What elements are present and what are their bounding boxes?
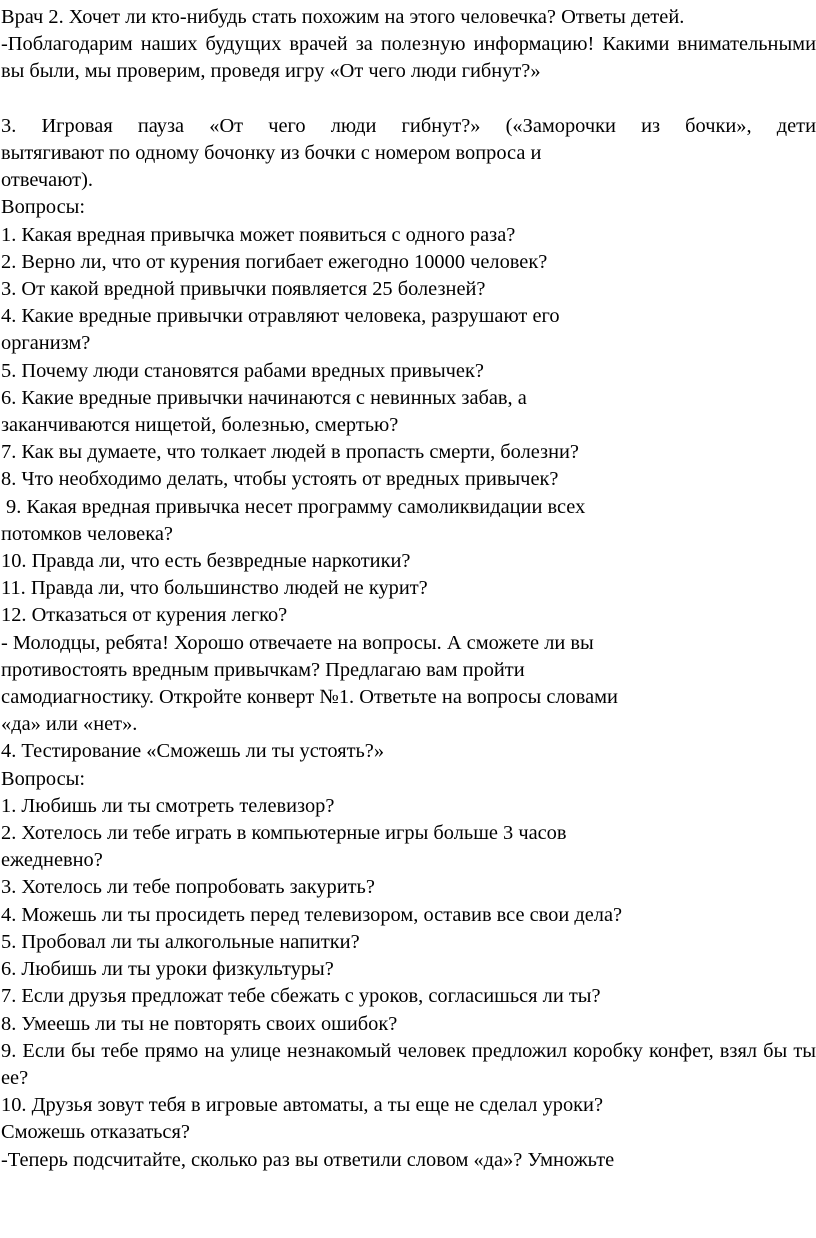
closing-line: противостоять вредным привычкам? Предлагаю вам пройти [1, 658, 525, 681]
test-question-line: ежедневно? [1, 849, 103, 872]
question-line: 2. Верно ли, что от курения погибает ежегодно 10000 человек? [1, 250, 548, 273]
test-question-line: 5. Пробовал ли ты алкогольные напитки? [1, 930, 360, 953]
section-3-questions-label: Вопросы: [1, 196, 86, 219]
section-3-heading-line: вытягивают по одному бочонку из бочки с номером вопроса и [1, 142, 542, 164]
test-question-line: 6. Любишь ли ты уроки физкультуры? [1, 958, 334, 981]
test-question-line: 2. Хотелось ли тебе играть в компьютерные игры больше 3 часов [1, 822, 567, 845]
section-4-questions-label: Вопросы: [1, 767, 86, 790]
test-question-line: 7. Если друзья предложат тебе сбежать с уроков, согласишься ли ты? [1, 985, 601, 1008]
closing-line: «да» или «нет». [1, 713, 138, 736]
question-line: заканчиваются нищетой, болезнью, смертью? [1, 414, 399, 437]
section-4-heading: 4. Тестирование «Сможешь ли ты устоять?» [1, 740, 385, 763]
test-question-line: 1. Любишь ли ты смотреть телевизор? [1, 794, 335, 817]
section-4-testing [1, 738, 816, 1173]
section-3-heading-line: 3. Игровая пауза «От чего люди гибнут?» («Заморочки из бочки», дети [1, 114, 816, 137]
final-instruction-line: -Теперь подсчитайте, сколько раз вы ответили словом «да»? Умножьте [1, 1148, 615, 1171]
blank-line [1, 86, 816, 113]
test-question-line: 4. Можешь ли ты просидеть перед телевизором, оставив все свои дела? [1, 903, 623, 926]
test-question-line: 8. Умеешь ли ты не повторять своих ошибок? [1, 1012, 398, 1035]
test-question-line: Сможешь отказаться? [1, 1121, 190, 1144]
intro-paragraph-doctor: Врач 2. Хочет ли кто-нибудь стать похожим на этого человечка? Ответы детей. [1, 6, 685, 28]
question-line: 5. Почему люди становятся рабами вредных привычек? [1, 359, 484, 382]
section-4-question-list [1, 793, 816, 1147]
question-line: потомков человека? [1, 522, 173, 545]
question-line: 8. Что необходимо делать, чтобы устоять от вредных привычек? [1, 468, 559, 491]
test-question-line: 10. Друзья зовут тебя в игровые автоматы, а ты еще не сделал уроки? [1, 1094, 604, 1117]
question-line: 4. Какие вредные привычки отравляют человека, разрушают его [1, 305, 560, 328]
test-question-line: 3. Хотелось ли тебе попробовать закурить? [1, 876, 375, 899]
question-line: 7. Как вы думаете, что толкает людей в пропасть смерти, болезни? [1, 441, 579, 464]
test-question-9: 9. Если бы тебе прямо на улице незнакомый человек предложил коробку конфет, взял бы ты ее? [1, 1039, 816, 1089]
section-3-game-pause [1, 113, 816, 739]
intro-paragraph-thanks: -Поблагодарим наших будущих врачей за полезную информацию! Какими внимательными вы были, мы проверим, проведя игру «От чего люди гибнут?» [1, 33, 816, 83]
section-3-question-list [1, 222, 816, 630]
closing-line: самодиагностику. Откройте конверт №1. Ответьте на вопросы словами [1, 686, 618, 709]
question-line: 3. От какой вредной привычки появляется 25 болезней? [1, 278, 486, 301]
question-line: организм? [1, 332, 91, 355]
question-line: 12. Отказаться от курения легко? [1, 604, 288, 627]
question-line: 1. Какая вредная привычка может появиться с одного раза? [1, 223, 516, 246]
closing-line: - Молодцы, ребята! Хорошо отвечаете на вопросы. А сможете ли вы [1, 631, 594, 654]
question-line: 11. Правда ли, что большинство людей не курит? [1, 577, 428, 600]
question-line: 10. Правда ли, что есть безвредные наркотики? [1, 550, 411, 573]
section-3-heading-line: отвечают). [1, 169, 93, 192]
question-line: 6. Какие вредные привычки начинаются с невинных забав, а [1, 386, 527, 409]
question-line: 9. Какая вредная привычка несет программу самоликвидации всех [6, 495, 586, 518]
